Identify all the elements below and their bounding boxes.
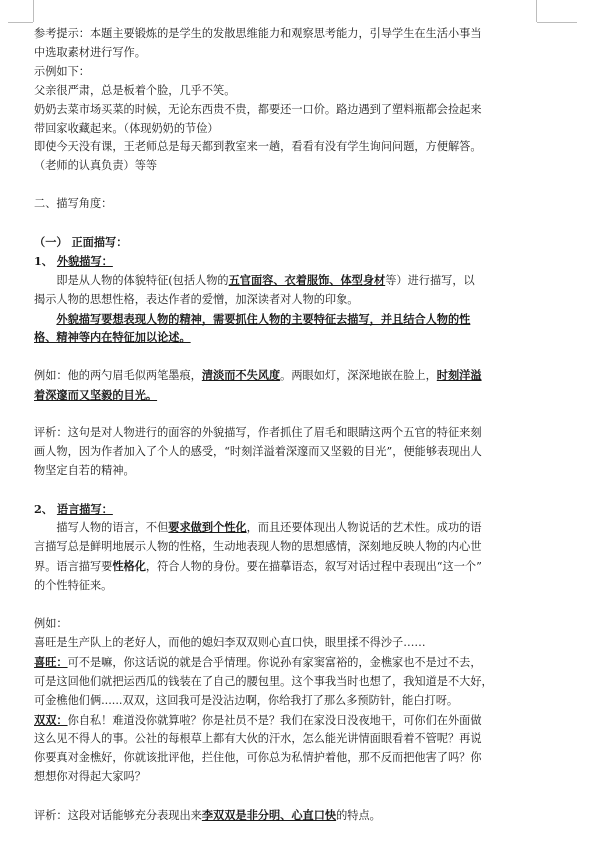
text-run: ，符合人物的身份。要在描摹语态，叙写对话过程中表现出“这一个” — [145, 560, 482, 574]
text-run: 描写人物的语言，不但 — [56, 521, 169, 535]
paragraph-line — [34, 557, 536, 577]
example-paragraph — [34, 366, 536, 386]
page-corner-mark — [33, 0, 34, 22]
emphasis-paragraph: 外貌描写要想表现人物的精神，需要抓住人物的主要特征去描写，并且结合人物的性 — [56, 311, 471, 326]
emphasis-text: 清淡而不失风度 — [201, 368, 281, 383]
hint-line: （老师的认真负责）等等 — [34, 159, 158, 173]
hint-line: 即使今天没有课，王老师总是每天都到教室来一趟，看看有没有学生询问问题，方便解答。 — [34, 140, 482, 154]
emphasis-text: 时刻洋溢 — [436, 368, 482, 383]
hint-line: 参考提示：本题主要锻炼的是学生的发散思维能力和观察思考能力，引导学生在生活小事当 — [34, 27, 482, 40]
item-title: 语言描写： — [56, 501, 113, 516]
text-run: 即是从人物的体貌特征(包括人物的 — [56, 273, 229, 287]
emphasis-paragraph: 格、精神等内在特征加以论述。 — [34, 330, 191, 345]
dialogue-line: 可是这回他们就把运西瓜的钱装在了自己的腰包里。这个事我当时也想了，我知道是不大好， — [34, 674, 493, 688]
text-run: 可不是嘛，你这话说的就是合乎情理。你说孙有家窦富裕的，金樵家也不是过不去， — [67, 655, 482, 669]
paragraph — [34, 271, 536, 291]
emphasis-text: 着深邃而又坚毅的目光。 — [34, 388, 158, 403]
item-heading-appearance — [34, 252, 536, 271]
text-run: 评析：这段对话能够充分表现出来 — [34, 809, 202, 823]
paragraph — [34, 518, 536, 538]
hint-line: 奶奶去菜市场买菜的时候，无论东西贵不贵，都要还一口价。路边遇到了塑料瓶都会捡起来 — [34, 102, 482, 116]
speaker-name: 喜旺： — [34, 654, 68, 669]
paragraph-line: 的个性特征来。 — [34, 579, 113, 593]
emphasis-text: 要求做到个性化 — [168, 520, 247, 535]
text-run: 你自私！难道没你就算啦？你是社员不是？我们在家没日没夜地干，可你们在外面做 — [67, 713, 482, 727]
item-number: 2、 — [34, 501, 53, 516]
dialogue-line: 这么见不得人的事。公社的每根草上都有大伙的汗水，怎么能光讲情面眼看着不管呢？再说 — [34, 732, 482, 746]
dialogue-line: 想想你对得起大家吗？ — [34, 770, 146, 784]
page-corner-mark — [537, 22, 577, 23]
page-corner-mark — [8, 22, 33, 23]
subsection-heading: （一） 正面描写： — [34, 234, 128, 249]
comment-line: 物坚定自若的精神。 — [34, 463, 135, 477]
hint-line: 中选取素材进行写作。 — [34, 45, 146, 59]
text-run: 例如：他的两勺眉毛似两笔墨痕， — [34, 369, 202, 383]
example-intro: 喜旺是生产队上的老好人，而他的媳妇李双双则心直口快，眼里揉不得沙子…… — [34, 635, 426, 649]
section-heading: 二、描写角度： — [34, 197, 113, 211]
comment-line — [34, 806, 536, 826]
dialogue-line — [34, 711, 536, 731]
item-heading-speech — [34, 500, 536, 519]
text-run: 界。语言描写要 — [34, 560, 113, 574]
page-corner-mark — [536, 0, 537, 22]
paragraph-line: 揭示人物的思想性格，表达作者的爱憎，加深读者对人物的印象。 — [34, 292, 359, 306]
paragraph-line: 言描写总是鲜明地展示人物的性格，生动地表现人物的思想感情，深刻地反映人物的内心世 — [34, 540, 482, 554]
emphasis-text: 李双双是非分明、心直口快 — [201, 808, 337, 823]
text-run: 等）进行描写，以 — [385, 273, 475, 287]
speaker-name: 双双： — [34, 712, 68, 727]
emphasis-text: 五官面容、衣着服饰、体型身材 — [228, 272, 386, 287]
document-body — [34, 25, 536, 826]
hint-line: 带回家收藏起来。（体现奶奶的节俭） — [34, 121, 219, 135]
emphasis-text: 性格化 — [112, 559, 146, 574]
dialogue-line: 你要真对金樵好，你就该批评他，拦住他，可你总为私情护着他，那不反而把他害了吗？你 — [34, 751, 482, 765]
text-run: 。两眼如灯，深深地嵌在脸上， — [280, 369, 437, 383]
comment-line: 评析：这句是对人物进行的面容的外貌描写，作者抓住了眉毛和眼睛这两个五官的特征来刻 — [34, 425, 482, 439]
dialogue-line — [34, 653, 536, 673]
text-run: 的特点。 — [336, 809, 381, 823]
item-number: 1、 — [34, 253, 53, 268]
example-label: 例如： — [34, 617, 68, 630]
text-run: ，而且还要体现出人物说话的艺术性。成功的语 — [246, 521, 482, 535]
hint-line: 父亲很严肃，总是板着个脸，几乎不笑。 — [34, 83, 236, 97]
dialogue-line: 可金樵他们俩......双双，这回我可是没沾边啊，你给我打了那么多预防针，能白打呀。 — [34, 693, 459, 707]
item-title: 外貌描写： — [56, 253, 113, 268]
comment-line: 画人物，因为作者加入了个人的感受，“时刻洋溢着深邃而又坚毅的目光”，便能够表现出人 — [34, 444, 482, 458]
hint-line: 示例如下： — [34, 64, 90, 78]
